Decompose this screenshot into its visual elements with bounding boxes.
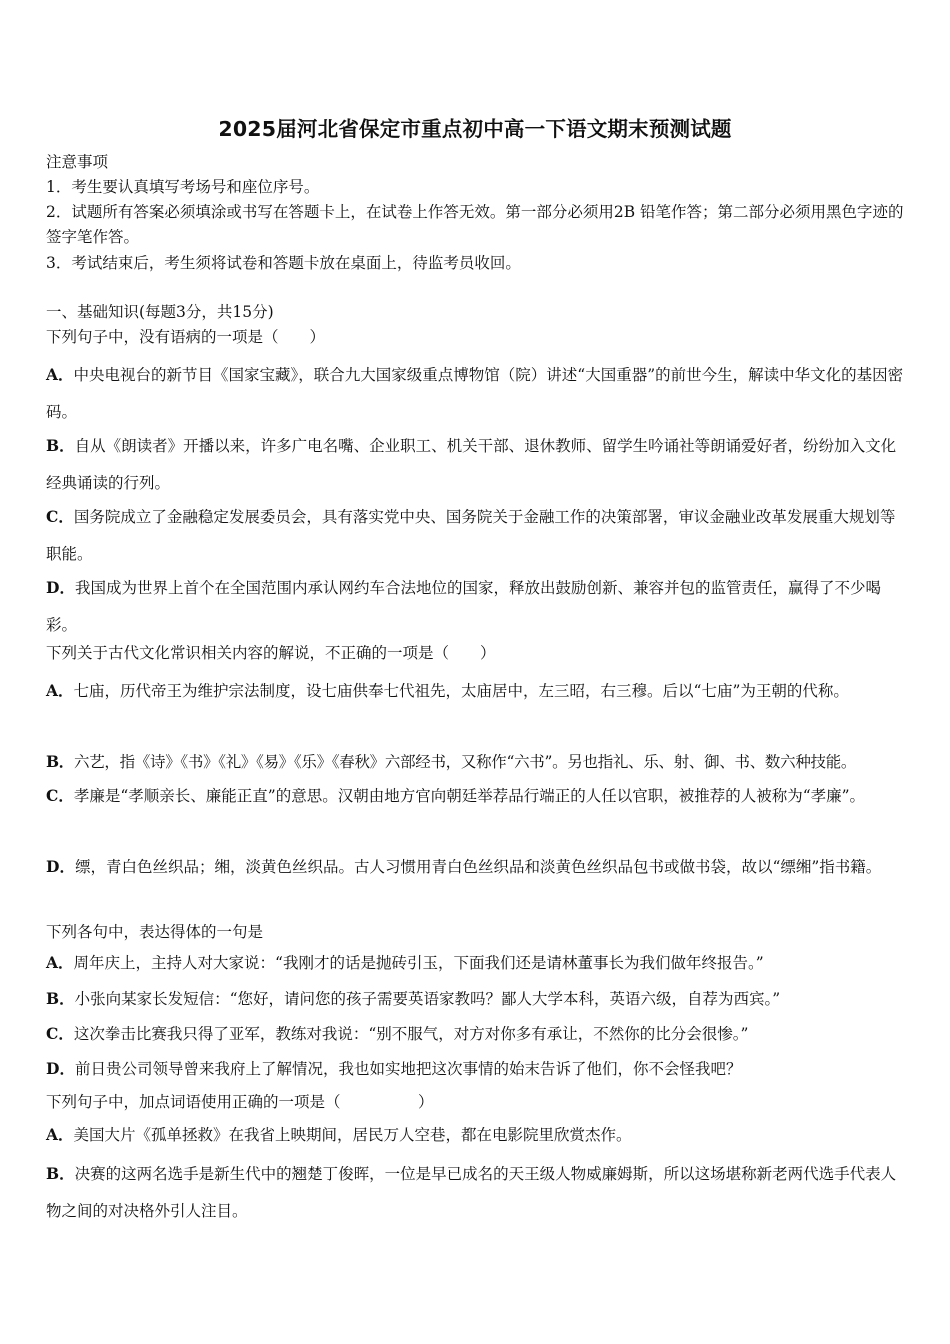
notice-item-3: 3．考试结束后，考生须将试卷和答题卡放在桌面上，待监考员收回。 — [46, 254, 521, 272]
option-b: B．六艺，指《诗》《书》《礼》《易》《乐》《春秋》六部经书，又称作“六书”。另也指礼、乐、射、御、书、数六种技能。 — [46, 752, 857, 771]
option-b: B．自从《朗读者》开播以来，许多广电名嘴、企业职工、机关干部、退休教师、留学生吟诵社等朗诵爱好者，纷纷加入文化经典诵读的行列。 — [46, 436, 897, 492]
notice-item-2: 2．试题所有答案必须填涂或书写在答题卡上，在试卷上作答无效。第一部分必须用2B 铅笔作答；第二部分必须用黑色字迹的签字笔作答。 — [46, 203, 904, 246]
question-stem: 下列句子中，没有语病的一项是（ ） — [46, 328, 326, 346]
option-a: A．美国大片《孤单拯救》在我省上映期间，居民万人空巷，都在电影院里欣赏杰作。 — [46, 1125, 632, 1144]
option-a: A．七庙，历代帝王为维护宗法制度，设七庙供奉七代祖先，太庙居中，左三昭，右三穆。后以“七庙”为王朝的代称。 — [46, 681, 849, 700]
option-b: B．决赛的这两名选手是新生代中的翘楚丁俊晖，一位是早已成名的天王级人物威廉姆斯，所以这场堪称新老两代选手代表人物之间的对决格外引人注目。 — [46, 1164, 897, 1220]
notice-item-1: 1．考生要认真填写考场号和座位序号。 — [46, 178, 320, 196]
page-title: 2025届河北省保定市重点初中高一下语文期末预测试题 — [218, 117, 732, 141]
question-stem: 下列句子中，加点词语使用正确的一项是（ ） — [46, 1093, 434, 1111]
option-c: C．国务院成立了金融稳定发展委员会，具有落实党中央、国务院关于金融工作的决策部署，审议金融业改革发展重大规划等职能。 — [46, 507, 896, 563]
question-stem: 下列关于古代文化常识相关内容的解说，不正确的一项是（ ） — [46, 644, 496, 662]
option-d: D．我国成为世界上首个在全国范围内承认网约车合法地位的国家，释放出鼓励创新、兼容并包的监管责任，赢得了不少喝彩。 — [46, 578, 881, 634]
option-b: B．小张向某家长发短信：“您好，请问您的孩子需要英语家教吗？鄙人大学本科，英语六级，自荐为西宾。” — [46, 989, 781, 1008]
question-stem: 下列各句中，表达得体的一句是 — [46, 923, 264, 941]
option-d: D．前日贵公司领导曾来我府上了解情况，我也如实地把这次事情的始末告诉了他们，你不会怪我吧？ — [46, 1059, 742, 1078]
section-heading: 一、基础知识(每题3分，共15分) — [46, 303, 274, 321]
option-c: C．孝廉是“孝顺亲长、廉能正直”的意思。汉朝由地方官向朝廷举荐品行端正的人任以官职，被推荐的人被称为“孝廉”。 — [46, 786, 866, 805]
option-a: A．周年庆上，主持人对大家说：“我刚才的话是抛砖引玉，下面我们还是请林董事长为我们做年终报告。” — [46, 953, 764, 972]
option-a: A．中央电视台的新节目《国家宝藏》，联合九大国家级重点博物馆（院）讲述“大国重器”的前世今生，解读中华文化的基因密码。 — [46, 365, 904, 421]
option-d: D．缥，青白色丝织品；缃，淡黄色丝织品。古人习惯用青白色丝织品和淡黄色丝织品包书或做书袋，故以“缥缃”指书籍。 — [46, 857, 882, 876]
notice-heading: 注意事项 — [46, 153, 109, 171]
option-c: C．这次拳击比赛我只得了亚军，教练对我说：“别不服气，对方对你多有承让，不然你的比分会很惨。” — [46, 1024, 749, 1043]
